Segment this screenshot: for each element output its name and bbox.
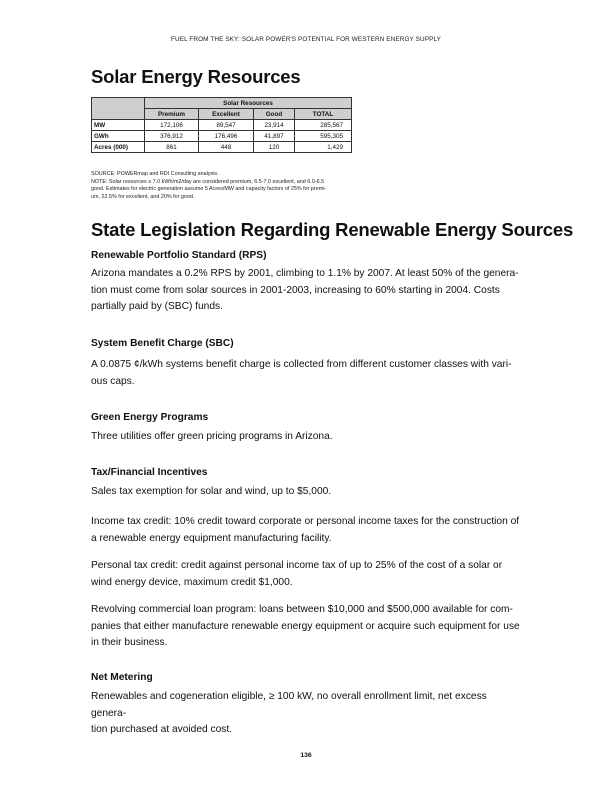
solar-resources-table — [91, 97, 352, 153]
text-line: wind energy device, maximum credit $1,000. — [91, 576, 293, 588]
text-line: Personal tax credit: credit against personal income tax of up to 25% of the cost of a solar or — [91, 560, 503, 571]
text-line: Three utilities offer green pricing programs in Arizona. — [91, 431, 333, 442]
table-row — [92, 120, 352, 131]
table-cell: 1,429 — [294, 142, 351, 153]
heading-rps: Renewable Portfolio Standard (RPS) — [91, 250, 267, 261]
text-line: Arizona mandates a 0.2% RPS by 2001, climbing to 1.1% by 2007. At least 50% of the genera- — [91, 268, 519, 279]
text-line: tion purchased at avoided cost. — [91, 724, 233, 736]
text-line: A 0.0875 ¢/kWh systems benefit charge is collected from different customer classes with vari- — [91, 359, 512, 370]
paragraph-sbc — [91, 357, 523, 390]
heading-tax-incentives: Tax/Financial Incentives — [91, 467, 208, 478]
text-line: Income tax credit: 10% credit toward corporate or personal income taxes for the construction of — [91, 516, 520, 527]
heading-net-metering: Net Metering — [91, 672, 153, 683]
column-header-excellent: Excellent — [198, 109, 253, 120]
text-line: Sales tax exemption for solar and wind, up to $5,000. — [91, 486, 332, 497]
row-label-gwh: GWh — [92, 131, 145, 142]
heading-sbc: System Benefit Charge (SBC) — [91, 338, 234, 349]
column-header-premium: Premium — [145, 109, 199, 120]
paragraph-rps — [91, 266, 523, 316]
text-line: in their business. — [91, 637, 168, 649]
row-label-acres: Acres (000) — [92, 142, 145, 153]
table-cell: 448 — [198, 142, 253, 153]
column-header-total: TOTAL — [294, 109, 351, 120]
table-cell: 172,106 — [145, 120, 199, 131]
text-line: panies that either manufacture renewable energy equipment or acquire such equipment for use — [91, 620, 520, 632]
table-cell: 120 — [254, 142, 295, 153]
paragraph-sales-tax — [91, 484, 523, 501]
note-line: um, 22.5% for excellent, and 20% for good. — [91, 193, 195, 200]
table-cell: 285,567 — [294, 120, 351, 131]
table-row — [92, 131, 352, 142]
paragraph-personal-tax — [91, 558, 523, 591]
table-cell: 23,914 — [254, 120, 295, 131]
table-corner-cell — [92, 98, 145, 120]
text-line: partially paid by (SBC) funds. — [91, 301, 223, 313]
table-cell: 89,547 — [198, 120, 253, 131]
heading-green-energy: Green Energy Programs — [91, 412, 209, 423]
table-cell: 41,897 — [254, 131, 295, 142]
note-line: NOTE: Solar resources ≥ 7.0 kWh/m2/day are considered premium, 6.5-7.0 excellent, and 6.0-6.5 — [91, 178, 325, 185]
table-group-header-row — [92, 98, 352, 109]
table-cell: 176,496 — [198, 131, 253, 142]
paragraph-green-energy — [91, 429, 523, 446]
section-title-state-legislation: State Legislation Regarding Renewable Energy Sources — [91, 219, 574, 240]
table-cell: 376,912 — [145, 131, 199, 142]
table-source-note — [91, 171, 356, 201]
running-header: FUEL FROM THE SKY: SOLAR POWER'S POTENTIAL FOR WESTERN ENERGY SUPPLY — [171, 36, 441, 43]
paragraph-loan-program — [91, 602, 523, 652]
text-line: a renewable energy equipment manufacturing facility. — [91, 532, 332, 544]
table-cell: 861 — [145, 142, 199, 153]
paragraph-net-metering — [91, 689, 523, 739]
text-line: Revolving commercial loan program: loans between $10,000 and $500,000 available for com- — [91, 604, 513, 615]
source-line: SOURCE: POWERmap and RDI Consulting analysis. — [91, 171, 219, 177]
column-header-good: Good — [254, 109, 295, 120]
table-cell: 595,305 — [294, 131, 351, 142]
text-line: ous caps. — [91, 375, 135, 387]
text-line: Renewables and cogeneration eligible, ≥ 100 kW, no overall enrollment limit, net excess genera- — [91, 691, 487, 719]
note-line: good. Estimates for electric generation assume 5 Acres/MW and capacity factors of 25% for premi- — [91, 186, 327, 193]
row-label-mw: MW — [92, 120, 145, 131]
text-line: tion must come from solar sources in 2001-2003, increasing to 60% starting in 2004. Costs — [91, 284, 500, 296]
table-group-header: Solar Resources — [145, 98, 352, 109]
page-number: 136 — [300, 752, 312, 759]
table-row — [92, 142, 352, 153]
section-title-solar-resources: Solar Energy Resources — [91, 66, 301, 87]
paragraph-income-tax — [91, 514, 523, 547]
